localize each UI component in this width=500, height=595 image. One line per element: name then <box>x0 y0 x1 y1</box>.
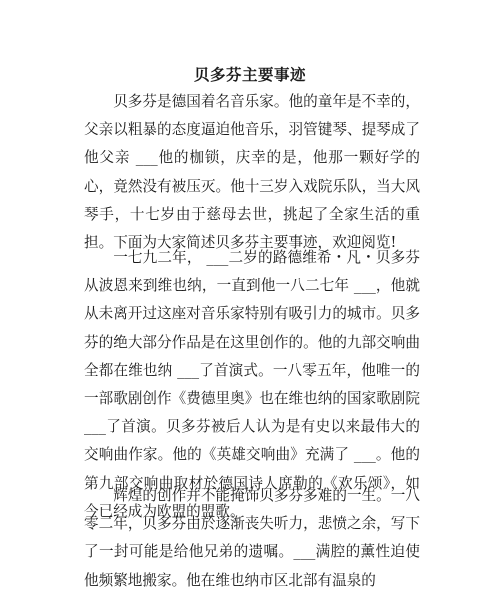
paragraph-vienna: 一七九二年， ___二岁的路德维希・凡・贝多芬从波恩来到维也纳，一直到他一八二七年 ___，他就从未离开过这座对音乐家特别有吸引力的城市。贝多芬的绝大部分作品是在这里创作的。他的九部交响曲全都在维也纳 ___了首演式。一八零五年，他唯一的一部歌剧创作《费德里奥》也在维也纳的国家歌剧院 ___了首演。贝多芬被后人认为是有史以来最伟大的交响曲作家。他的《英雄交响曲》充满了 ___。他的第九部交响曲取材於德国诗人席勒的《欢乐颂》，如今已经成为欧盟的盟歌。 <box>84 249 425 520</box>
paragraph-intro: 贝多芬是德国着名音乐家。他的童年是不幸的，父亲以粗暴的态度逼迫他音乐，羽管键琴、提琴成了他父亲 ___他的枷锁，庆幸的是，他那一颗好学的心，竟然没有被压灭。他十三岁入戏院乐队，当大风琴手，十七岁由于慈母去世，挑起了全家生活的重担。下面为大家简述贝多芬主要事迹，欢迎阅览! <box>84 93 420 252</box>
document-title: 贝多芬主要事迹 <box>193 65 306 84</box>
paragraph-hardship: 辉煌的创作并不能掩饰贝多芬多难的一生。一八零二年，贝多芬由於逐渐丧失听力，悲愤之余，写下了一封可能是给他兄弟的遗嘱。___满腔的薰性迫使他频繁地搬家。他在维也纳市区北部有温泉的 <box>84 487 420 589</box>
